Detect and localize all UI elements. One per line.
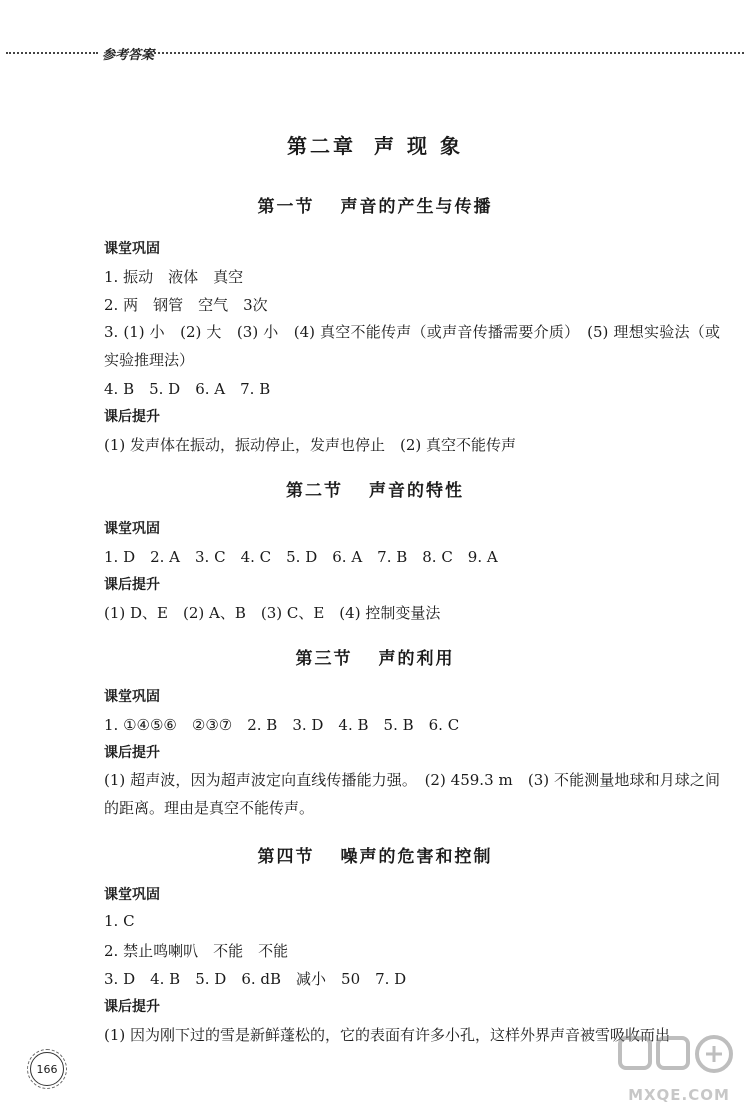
section-heading — [0, 192, 750, 217]
section-number: 第一节 — [257, 197, 315, 217]
answer-line: 1. 振动 液体 真空 — [104, 268, 244, 286]
section-title: 声音的特性 — [369, 481, 464, 501]
watermark-icon — [614, 1032, 744, 1088]
after-class-label: 课后提升 — [104, 999, 160, 1015]
answer-line: 4. B 5. D 6. A 7. B — [104, 380, 271, 398]
section-title: 声音的产生与传播 — [340, 197, 493, 217]
header-label: 参考答案 — [102, 48, 155, 63]
answer-line: (1) 因为刚下过的雪是新鲜蓬松的，它的表面有许多小孔，这样外界声音被雪吸收而出 — [104, 1026, 671, 1044]
section-heading — [0, 644, 750, 669]
section-heading — [0, 476, 750, 501]
watermark-logo — [614, 1032, 744, 1108]
after-class-label: 课后提升 — [104, 577, 160, 593]
section-title: 声的利用 — [378, 649, 455, 669]
class-practice-label: 课堂巩固 — [104, 521, 160, 537]
class-practice-label: 课堂巩固 — [104, 689, 160, 705]
class-practice-label: 课堂巩固 — [104, 887, 160, 903]
answer-line: 2. 禁止鸣喇叭 不能 不能 — [104, 942, 289, 960]
answer-line: (1) D、E (2) A、B (3) C、E (4) 控制变量法 — [104, 604, 441, 622]
chapter-number: 第二章 — [287, 134, 357, 158]
header-rule-right — [146, 52, 744, 54]
after-class-label: 课后提升 — [104, 409, 160, 425]
section-number: 第四节 — [257, 847, 315, 867]
page-number: 166 — [30, 1052, 64, 1086]
header-rule-left — [6, 52, 98, 54]
section-heading — [0, 842, 750, 867]
chapter-name: 声 现 象 — [374, 134, 463, 158]
chapter-title — [0, 130, 750, 159]
after-class-label: 课后提升 — [104, 745, 160, 761]
section-title: 噪声的危害和控制 — [340, 847, 493, 867]
answer-line: 1. C — [104, 912, 135, 930]
answer-line: 1. ①④⑤⑥ ②③⑦ 2. B 3. D 4. B 5. B 6. C — [104, 716, 460, 734]
answer-line: 3. (1) 小 (2) 大 (3) 小 (4) 真空不能传声（或声音传播需要介质） (5) 理想实验法（或实验推理法） — [104, 323, 720, 369]
section-number: 第三节 — [295, 649, 353, 669]
answer-line: (1) 发声体在振动，振动停止，发声也停止 (2) 真空不能传声 — [104, 436, 517, 454]
section-number: 第二节 — [286, 481, 343, 501]
watermark-text: MXQE.COM — [628, 1086, 730, 1104]
answer-line: 2. 两 钢管 空气 3次 — [104, 296, 268, 314]
answer-line: 3. D 4. B 5. D 6. dB 减小 50 7. D — [104, 970, 407, 988]
answer-line: (1) 超声波，因为超声波定向直线传播能力强。 (2) 459.3 m (3) 不能测量地球和月球之间的距离。理由是真空不能传声。 — [104, 771, 720, 817]
answer-line: 1. D 2. A 3. C 4. C 5. D 6. A 7. B 8. C 9. A — [104, 548, 498, 566]
class-practice-label: 课堂巩固 — [104, 241, 160, 257]
